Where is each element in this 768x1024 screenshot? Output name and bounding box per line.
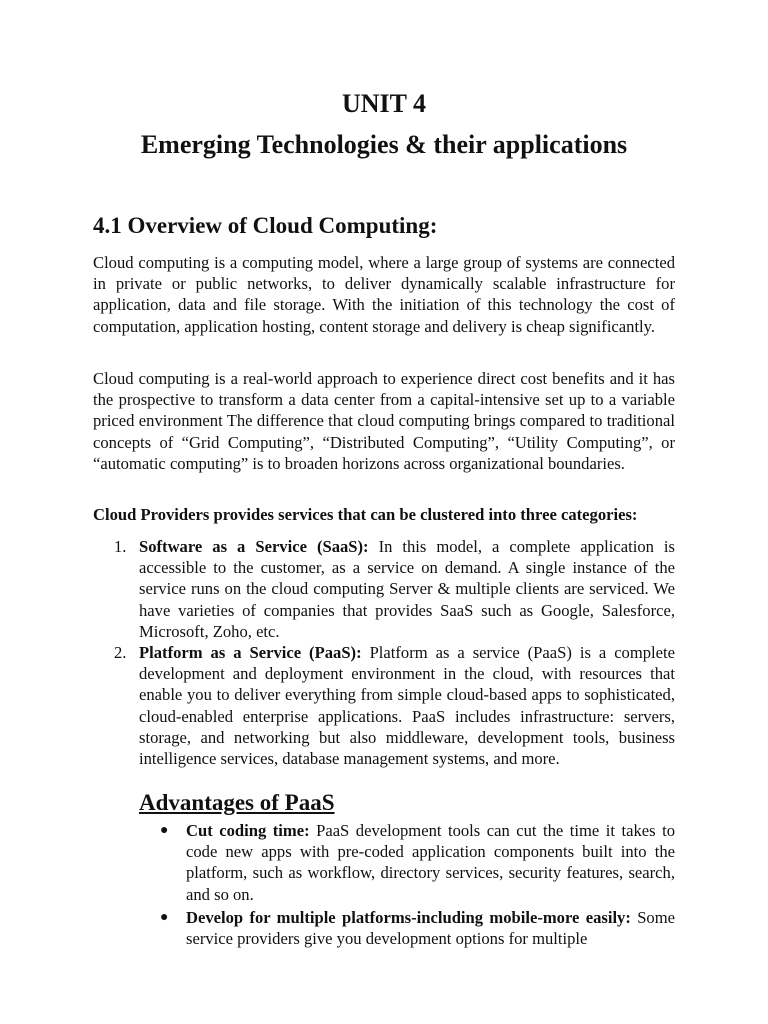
advantages-list bbox=[160, 820, 675, 951]
list-number: 1. bbox=[114, 537, 127, 556]
desc-saas: In this model, a complete application is accessible to the customer, as a service on demand. A single instance of the service runs on the cloud computing Server & multiple clients are serviced. We have varieties of companies that provides SaaS such as Google, Salesforce, Microsoft, Zoho, etc. bbox=[139, 537, 675, 641]
term-cut-coding: Cut coding time: bbox=[186, 821, 310, 840]
paragraph-benefits: Cloud computing is a real-world approach to experience direct cost benefits and it has the prospective to transform a data center from a capital-intensive set up to a variable priced environment The difference that cloud computing brings compared to traditional concepts of “Grid Computing”, “Distributed Computing”, “Utility Computing”, or “automatic computing” is to broaden horizons across organizational boundaries. bbox=[93, 369, 675, 473]
page-title: Emerging Technologies & their applications bbox=[140, 130, 628, 159]
list-item-saas bbox=[114, 536, 675, 642]
list-number: 2. bbox=[114, 643, 127, 663]
unit-title: UNIT 4 bbox=[341, 89, 427, 118]
bullet-icon: ● bbox=[160, 909, 169, 925]
service-list bbox=[114, 536, 676, 769]
list-item-cut-coding bbox=[160, 820, 675, 905]
section-heading: 4.1 Overview of Cloud Computing: bbox=[93, 213, 438, 238]
term-saas: Software as a Service (SaaS): bbox=[139, 537, 369, 556]
term-multi-platform: Develop for multiple platforms-including mobile-more easily: bbox=[186, 907, 631, 927]
advantages-heading: Advantages of PaaS bbox=[139, 790, 335, 815]
desc-multi-platform: Some service providers give you development options for multiple bbox=[186, 907, 675, 949]
categories-lead: Cloud Providers provides services that can be clustered into three categories: bbox=[93, 505, 638, 524]
paragraph-intro: Cloud computing is a computing model, where a large group of systems are connected in private or public networks, to deliver dynamically scalable infrastructure for application, data and file storage. With the initiation of this technology the cost of computation, application hosting, content storage and delivery is cheap significantly. bbox=[93, 253, 675, 336]
desc-paas: Platform as a service (PaaS) is a complete development and deployment environment in the cloud, with resources that enable you to deliver everything from simple cloud-based apps to sophisticated, cloud-enabled enterprise applications. PaaS includes infrastructure: servers, storage, and networking but also middleware, development tools, business intelligence services, database management systems, and more. bbox=[139, 643, 676, 769]
term-paas: Platform as a Service (PaaS): bbox=[139, 643, 362, 663]
list-item-multi-platform bbox=[160, 907, 675, 949]
desc-cut-coding: PaaS development tools can cut the time it takes to code new apps with pre-coded application components built into the platform, such as workflow, directory services, security features, search, and so on. bbox=[186, 821, 675, 904]
bullet-icon: ● bbox=[160, 823, 169, 838]
list-item-paas bbox=[114, 642, 676, 769]
